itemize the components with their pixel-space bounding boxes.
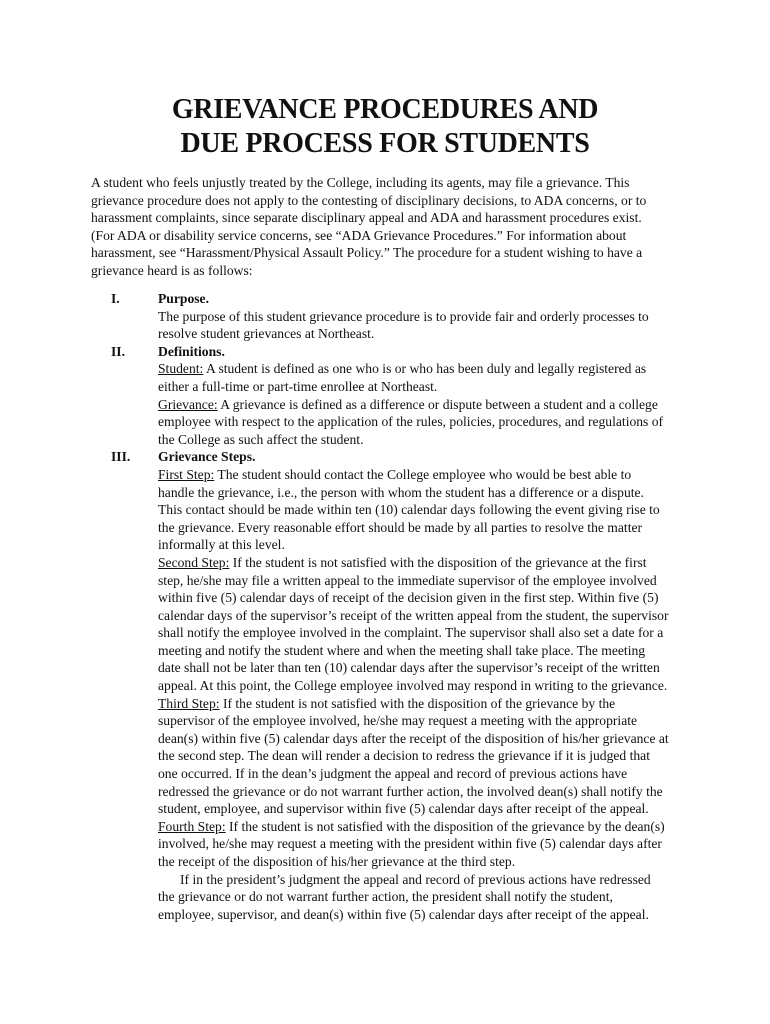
closing-paragraph: If in the president’s judgment the appeal and record of previous actions have redressed the grievance or do not warrant further action, the president shall notify the student, employee, supervisor, and dean(s) within five (5) calendar days after receipt of the appeal.: [158, 871, 651, 922]
sections-list: [0, 290, 770, 923]
step-text: If the student is not satisfied with the disposition of the grievance by the dean(s) involved, he/she may request a meeting with the president within five (5) calendar days after the receipt of the disposition of his/her grievance at the third step.: [158, 818, 665, 869]
section-purpose: [0, 290, 770, 343]
title-line-2: DUE PROCESS FOR STUDENTS: [180, 128, 590, 159]
step-text: If the student is not satisfied with the disposition of the grievance by the supervisor of the employee involved, he/she may request a meeting with the appropriate dean(s) within five (5) calendar days after the receipt of the disposition of his/her grievance at the second step. The dean will render a decision to redress the grievance if it is judged that one occurred. If in the dean’s judgment the appeal and record of previous actions have redressed the grievance or do not warrant further action, the involved dean(s) shall notify the student, employee, and supervisor within five (5) calendar days after receipt of the appeal.: [158, 695, 669, 817]
section-grievance-steps: [0, 448, 770, 923]
step-text: The student should contact the College employee who would be best able to handle the grievance, i.e., the person with whom the student has a difference or a dispute. This contact should be made within ten (10) calendar days following the event giving rise to the grievance. Every reasonable effort should be made by all parties to resolve the matter informally at this level.: [158, 466, 660, 553]
definition-term: Student:: [158, 361, 204, 377]
definition-text: A grievance is defined as a difference or dispute between a student and a college employee with respect to the application of the rules, policies, procedures, and regulations of the College as such affect the student.: [158, 396, 664, 447]
section-heading: Purpose.: [158, 291, 209, 306]
purpose-text: The purpose of this student grievance procedure is to provide fair and orderly processes to resolve student grievances at Northeast.: [158, 308, 649, 342]
section-definitions: [0, 343, 770, 449]
title-line-1: GRIEVANCE PROCEDURES AND: [171, 94, 599, 125]
definition-text: A student is defined as one who is or who has been duly and legally registered as either a full-time or part-time enrollee at Northeast.: [158, 361, 647, 394]
section-heading: Grievance Steps.: [158, 449, 256, 465]
definition-student: [158, 360, 688, 395]
section-numeral: II.: [111, 343, 125, 359]
section-numeral: I.: [111, 291, 120, 306]
document-title: [0, 93, 770, 161]
intro-paragraph: A student who feels unjustly treated by the College, including its agents, may file a grievance. This grievance procedure does not apply to the contesting of disciplinary decisions, to ADA concerns, or to harassment complaints, since separate disciplinary appeal and ADA and harassment procedures exist. (For ADA or disability service concerns, see “ADA Grievance Procedures.” For information about harassment, see “Harassment/Physical Assault Policy.” The procedure for a student wishing to have a grievance heard is as follows:: [91, 175, 647, 278]
step-term: Fourth Step:: [158, 818, 226, 834]
step-second: [158, 554, 688, 695]
section-heading: Definitions.: [158, 343, 225, 359]
step-third: [158, 695, 688, 818]
step-term: Third Step:: [158, 695, 220, 711]
step-fourth: [158, 818, 688, 871]
step-first: [158, 466, 688, 554]
step-text: If the student is not satisfied with the disposition of the grievance at the first step, he/she may file a written appeal to the immediate supervisor of the employee involved within five (5) calendar days of receipt of the decision given in the first step. Within five (5) calendar days of the supervisor’s receipt of the written appeal from the student, the supervisor shall notify the employee involved in the complaint. The supervisor shall also set a date for a meeting and notify the student where and when the meeting shall take place. The meeting date shall not be later than ten (10) calendar days after the supervisor’s receipt of the written appeal. At this point, the College employee involved may respond in writing to the grievance.: [158, 554, 669, 694]
step-term: Second Step:: [158, 554, 230, 570]
section-numeral: III.: [111, 449, 131, 465]
definition-grievance: [158, 396, 688, 449]
definition-term: Grievance:: [158, 396, 218, 412]
step-term: First Step:: [158, 466, 215, 482]
